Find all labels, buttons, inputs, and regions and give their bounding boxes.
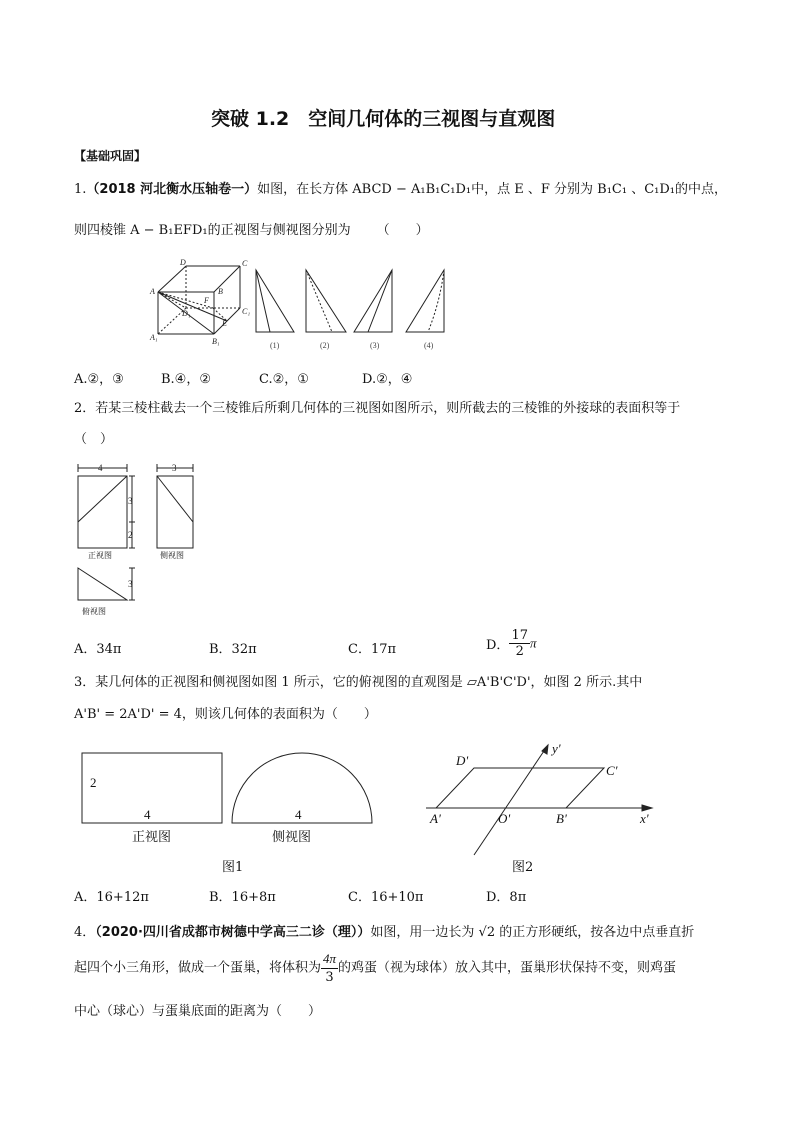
q3-fig2-label: x': [640, 811, 649, 826]
q1-line2: [74, 222, 429, 240]
q3-option-b: B．16+8π: [209, 890, 276, 905]
q2-dim: 3: [128, 496, 133, 506]
section-heading: 【基础巩固】: [74, 149, 147, 163]
q3-fig1-caption: 图1: [222, 860, 244, 875]
fraction-denominator: 2: [515, 644, 524, 659]
q1-view-label: (1): [270, 341, 280, 350]
q2-option-d: [486, 628, 537, 659]
q1-number: 1.: [74, 182, 87, 197]
q4-volume-fraction: [321, 950, 338, 987]
q1-option-a: A.②，③: [74, 372, 124, 387]
q1-line1: [74, 181, 727, 199]
q1-fig-label: A₁: [150, 333, 158, 342]
q3-fig2-label: C': [606, 763, 618, 778]
q3-line1: 3．某几何体的正视图和侧视图如图 1 所示，它的俯视图的直观图是 ▱A'B'C'D'，如图 2 所示.其中: [74, 675, 643, 690]
q1-fig-label: C₁: [242, 307, 251, 316]
q3-option-c: C．16+10π: [348, 890, 424, 905]
q3-figure: [80, 735, 680, 875]
q2-option-c: C．17π: [348, 642, 397, 657]
q3-fig2-caption: 图2: [512, 860, 534, 875]
q2-dim: 3: [128, 579, 133, 589]
q1-paren: （ ）: [376, 223, 429, 238]
q1-fig-label: F: [204, 296, 209, 305]
q1-option-c: C.②，①: [259, 372, 309, 387]
q3-fig2-label: A': [430, 811, 441, 826]
q2-line2: （ ）: [74, 432, 114, 447]
fraction-numerator: 4π: [321, 950, 338, 969]
q1-figure: [148, 256, 468, 352]
q3-fig2-label: y': [552, 741, 561, 756]
q1-view-label: (4): [424, 341, 434, 350]
q3-fig2-label: D': [456, 753, 469, 768]
q1-text-line1: 如图，在长方体 ABCD − A₁B₁C₁D₁中，点 E 、F 分别为 B₁C₁ 、C₁D₁的中点，: [257, 182, 728, 197]
q1-view-label: (3): [370, 341, 380, 350]
q2-option-d-fraction: [509, 628, 530, 659]
q2-option-b: B．32π: [209, 642, 257, 657]
q3-fig1-semi-width: 4: [295, 807, 302, 822]
q4-source: （2020·四川省成都市树德中学高三二诊（理））: [95, 925, 371, 940]
q2-dim: 3: [172, 463, 177, 473]
q2-caption-side: 侧视图: [160, 551, 184, 560]
q3-line2: A'B' = 2A'D' = 4，则该几何体的表面积为（ ）: [74, 707, 377, 722]
q1-fig-label: A: [150, 287, 155, 296]
q4-text-line1: 如图，用一边长为 √2 的正方形硬纸，按各边中点垂直折: [370, 925, 695, 940]
q4-line2: [74, 950, 676, 987]
q2-option-a: A．34π: [74, 642, 122, 657]
q1-source: （2018 河北衡水压轴卷一）: [86, 182, 258, 197]
fraction-numerator: 17: [511, 628, 528, 643]
q1-option-b: B.④，②: [161, 372, 211, 387]
q3-option-d: D．8π: [486, 890, 527, 905]
q2-option-d-pi: π: [529, 635, 537, 651]
q1-text-line2: 则四棱锥 A − B₁EFD₁的正视图与侧视图分别为: [74, 223, 351, 238]
q1-option-d: D.②，④: [362, 372, 413, 387]
q1-fig-label: C: [242, 259, 248, 268]
q1-fig-label: B₁: [212, 337, 220, 346]
q4-text-line2-pre: 起四个小三角形，做成一个蛋巢，将体积为: [74, 960, 322, 976]
q4-line3: 中心（球心）与蛋巢底面的距离为（ ）: [74, 1004, 322, 1019]
q2-figure: [70, 460, 210, 620]
q4-text-line2-post: 的鸡蛋（视为球体）放入其中，蛋巢形状保持不变，则鸡蛋: [338, 960, 677, 976]
q1-fig-label: D₁: [182, 309, 191, 318]
q1-fig-label: B: [218, 287, 223, 296]
q3-fig1-caption-front: 正视图: [132, 830, 172, 845]
q3-option-a: A．16+12π: [74, 890, 149, 905]
q3-fig1-height: 2: [90, 775, 97, 790]
q3-fig1-width: 4: [144, 807, 151, 822]
q2-dim: 4: [98, 463, 103, 473]
q3-fig1-caption-side: 侧视图: [272, 830, 312, 845]
q2-caption-top: 俯视图: [82, 607, 106, 616]
q2-dim: 2: [128, 530, 133, 540]
q1-view-label: (2): [320, 341, 330, 350]
fraction-denominator: 3: [325, 970, 334, 985]
q2-option-d-label: D．: [486, 638, 510, 653]
q3-fig2-label: B': [556, 811, 567, 826]
page-title: 突破 1.2 空间几何体的三视图与直观图: [211, 108, 556, 130]
q3-fig2-label: O': [498, 811, 511, 826]
q2-line1: 2．若某三棱柱截去一个三棱锥后所剩几何体的三视图如图所示，则所截去的三棱锥的外接球的表面积等于: [74, 401, 681, 416]
q4-number: 4．: [74, 925, 96, 940]
q4-line1: [74, 924, 694, 942]
q2-caption-front: 正视图: [88, 551, 112, 560]
q1-fig-label: E: [222, 319, 227, 328]
q1-fig-label: D: [180, 258, 186, 267]
